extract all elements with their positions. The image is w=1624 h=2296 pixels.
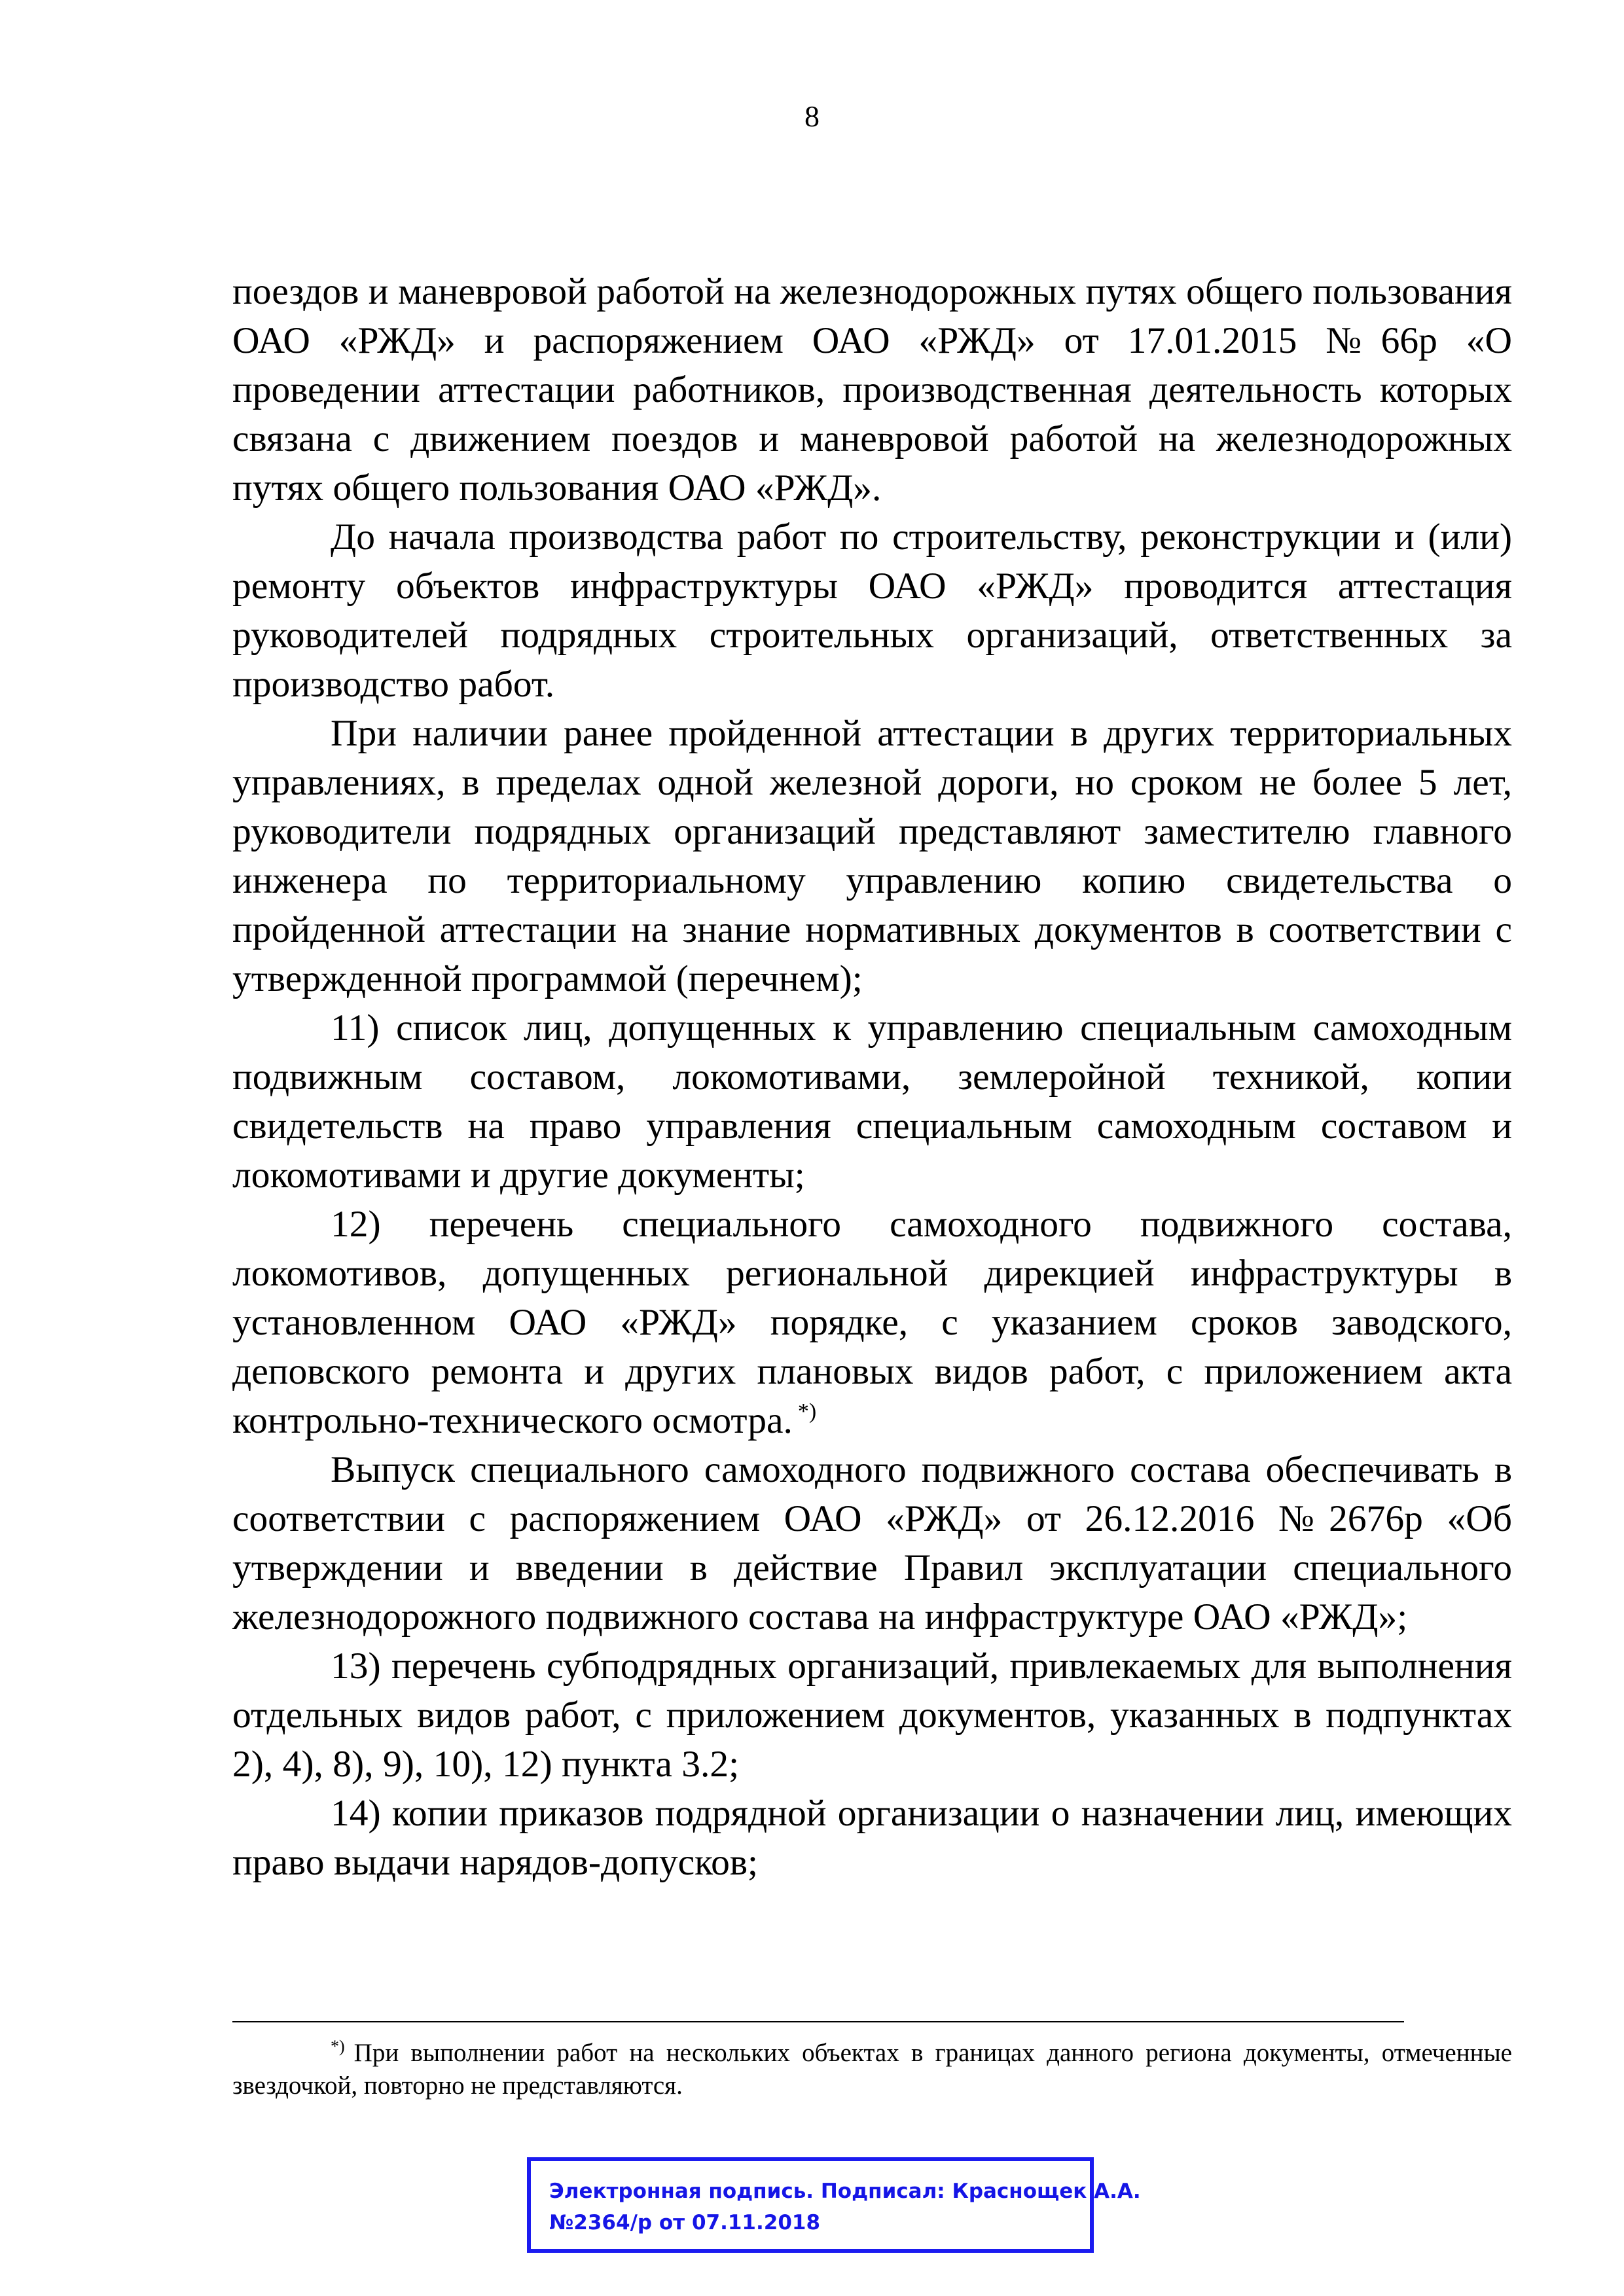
footnote-divider bbox=[232, 2021, 1404, 2022]
signature-line-1: Электронная подпись. Подписал: Краснощек А.А. bbox=[549, 2179, 1141, 2203]
footnote-reference: *) bbox=[797, 1399, 817, 1424]
list-item-11: 11) список лиц, допущенных к управлению специальным самоходным подвижным составом, локомотивами, землеройной техникой, копии свидетельств на право управления специальным самоходным составом и локомотивами и другие документы; bbox=[232, 1007, 1512, 1196]
page-number: 8 bbox=[804, 99, 820, 133]
paragraph-prior-attestation: При наличии ранее пройденной аттестации в других территориальных управлениях, в пределах одной железной дороги, но сроком не более 5 лет, руководители подрядных организаций представляют заместителю главного инженера по территориальному управлению копию свидетельства о пройденной аттестации на знание нормативных документов в соответствии с утвержденной программой (перечнем); bbox=[232, 713, 1512, 999]
signature-line-2: №2364/р от 07.11.2018 bbox=[549, 2211, 821, 2234]
list-item-14: 14) копии приказов подрядной организации о назначении лиц, имеющих право выдачи нарядов-допусков; bbox=[232, 1793, 1512, 1883]
footnote bbox=[232, 2037, 1512, 2102]
paragraph-release: Выпуск специального самоходного подвижного состава обеспечивать в соответствии с распоряжением ОАО «РЖД» от 26.12.2016 №2676р «Об утверждении и введении в действие Правил эксплуатации специального железнодорожного подвижного состава на инфраструктуре ОАО «РЖД»; bbox=[232, 1449, 1512, 1638]
electronic-signature-stamp bbox=[527, 2157, 1141, 2253]
document-body bbox=[232, 267, 1512, 1887]
list-item-13: 13) перечень субподрядных организаций, привлекаемых для выполнения отдельных видов работ, с приложением документов, указанных в подпунктах 2), 4), 8), 9), 10), 12) пункта 3.2; bbox=[232, 1645, 1512, 1785]
list-item-12-text: 12) перечень специального самоходного подвижного состава, локомотивов, допущенных региональной дирекцией инфраструктуры в установленном ОАО «РЖД» порядке, с указанием сроков заводского, деповского ремонта и других плановых видов работ, с приложением акта контрольно-технического осмотра. bbox=[232, 1204, 1512, 1441]
paragraph-attestation: До начала производства работ по строительству, реконструкции и (или) ремонту объектов инфраструктуры ОАО «РЖД» проводится аттестация руководителей подрядных строительных организаций, ответственных за производство работ. bbox=[232, 516, 1512, 705]
paragraph-continuation: поездов и маневровой работой на железнодорожных путях общего пользования ОАО «РЖД» и распоряжением ОАО «РЖД» от 17.01.2015 №66р «О проведении аттестации работников, производственная деятельность которых связана с движением поездов и маневровой работой на железнодорожных путях общего пользования ОАО «РЖД». bbox=[232, 271, 1512, 509]
footnote-marker: *) bbox=[331, 2037, 345, 2056]
list-item-12 bbox=[232, 1200, 1512, 1445]
footnote-text: При выполнении работ на нескольких объектах в границах данного региона документы, отмеченные звездочкой, повторно не представляются. bbox=[232, 2039, 1512, 2100]
